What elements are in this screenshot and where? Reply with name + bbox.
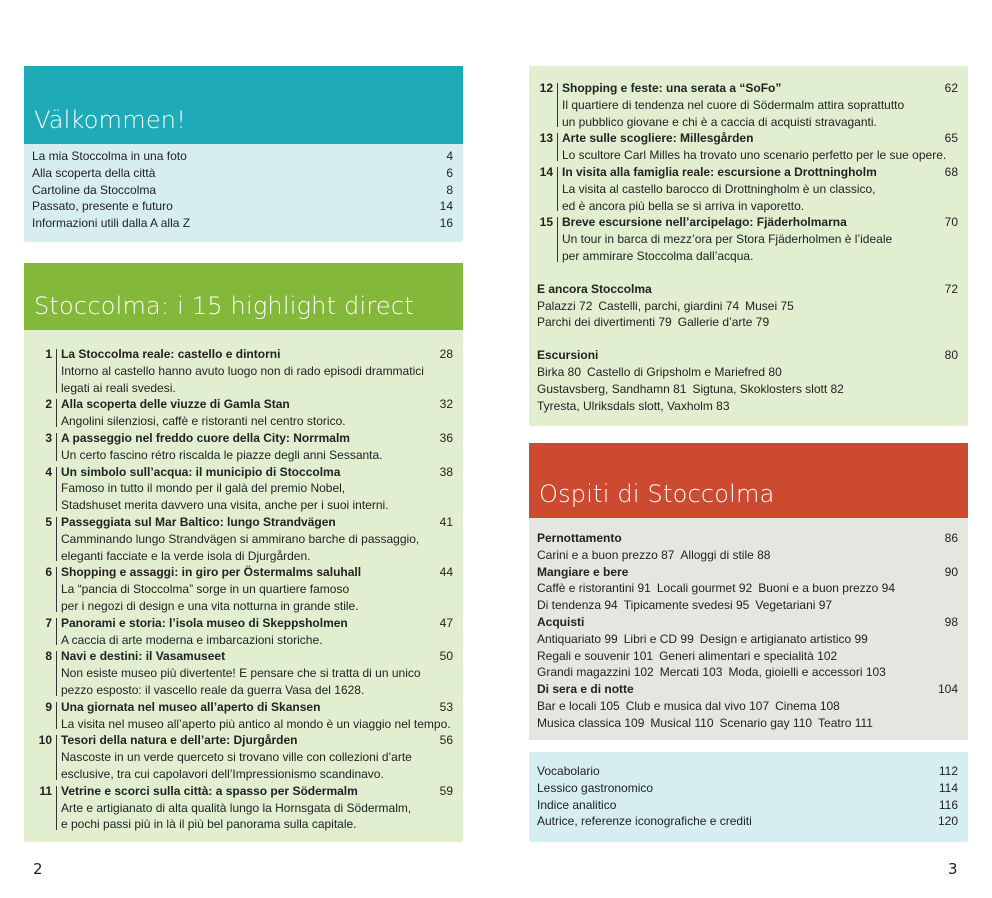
- guests-item: Musical 110: [650, 715, 714, 730]
- guests-item: Grandi magazzini 102: [537, 665, 654, 680]
- guests-line: [537, 648, 968, 665]
- highlight-rule: [56, 467, 57, 511]
- guests-section-page: 86: [944, 531, 958, 545]
- guests-item: Caffè e ristorantini 91: [537, 581, 651, 596]
- highlight-title: Passeggiata sul Mar Baltico: lungo Strandvägen: [61, 514, 336, 529]
- excursions-line: [537, 364, 968, 381]
- guests-line: [537, 580, 968, 597]
- guests-item: Design e artigianato artistico 99: [699, 631, 868, 646]
- highlight-rule: [56, 433, 57, 461]
- appendix-row: [537, 797, 968, 814]
- highlight-number: 13: [539, 131, 553, 146]
- highlight-entry: [537, 130, 968, 164]
- highlight-number: 12: [539, 81, 553, 95]
- highlight-entry: [537, 214, 968, 264]
- highlight-entry: [36, 783, 463, 833]
- guests-section-title: Mangiare e bere: [537, 564, 629, 579]
- guests-item: Buoni e a buon prezzo 94: [758, 581, 896, 596]
- highlight-entry: [36, 648, 463, 698]
- highlight-rule: [56, 349, 57, 393]
- highlight-description: esclusive, tra cui capolavori dell’Impressionismo scandinavo.: [61, 766, 384, 781]
- highlight-number: 2: [45, 397, 52, 412]
- highlight-rule: [56, 702, 57, 730]
- more-item: Parchi dei divertimenti 79: [537, 315, 672, 330]
- highlight-rule: [557, 133, 558, 161]
- appendix-page: 116: [938, 797, 958, 812]
- highlight-description: La visita nel museo all’aperto più antico al mondo è un viaggio nel tempo.: [61, 716, 451, 731]
- appendix-label: Lessico gastronomico: [537, 780, 654, 795]
- highlight-page: 65: [944, 131, 958, 146]
- highlight-description: e pochi passi più in là il più bel panorama sulla capitale.: [61, 817, 357, 832]
- highlight-entry: [36, 346, 463, 396]
- highlight-page: 50: [439, 649, 453, 664]
- guests-item: Regali e souvenir 101: [537, 648, 654, 663]
- highlight-description: legati ai reali svedesi.: [61, 380, 176, 395]
- highlight-entry: [36, 464, 463, 514]
- highlight-description: per i negozi di design e una vita notturna in grande stile.: [61, 598, 359, 613]
- appendix-label: Indice analitico: [537, 797, 617, 812]
- more-title: E ancora Stoccolma: [537, 281, 652, 296]
- guests-section: [537, 614, 968, 681]
- appendix-row: [537, 813, 968, 830]
- highlight-title: In visita alla famiglia reale: escursione a Drottningholm: [562, 164, 877, 179]
- appendix-page: 114: [938, 780, 958, 795]
- highlight-page: 44: [439, 565, 453, 580]
- appendix-page: 112: [938, 764, 958, 778]
- highlight-number: 1: [45, 347, 52, 361]
- highlight-number: 4: [45, 464, 52, 479]
- welcome-row: [32, 182, 463, 199]
- guests-section: [537, 564, 968, 614]
- highlight-number: 9: [45, 699, 52, 714]
- welcome-row: [32, 198, 463, 215]
- highlight-description: Un certo fascino rétro riscalda le piazze degli anni Sessanta.: [61, 447, 383, 462]
- guests-line: [537, 631, 968, 648]
- guests-header: [529, 443, 968, 518]
- welcome-row: [32, 148, 463, 165]
- highlight-page: 28: [439, 347, 453, 361]
- highlights-list-right: [529, 66, 968, 426]
- highlight-entry: [36, 396, 463, 430]
- highlight-entry: [36, 564, 463, 614]
- highlight-rule: [56, 399, 57, 427]
- highlight-description: La visita al castello barocco di Drottningholm è un classico,: [562, 181, 876, 196]
- guests-item: Libri e CD 99: [623, 631, 694, 646]
- highlight-title: Alla scoperta delle viuzze di Gamla Stan: [61, 397, 290, 412]
- highlight-entry: [36, 699, 463, 733]
- highlight-page: 38: [439, 464, 453, 479]
- highlight-number: 5: [45, 514, 52, 529]
- highlight-description: A caccia di arte moderna e imbarcazioni storiche.: [61, 632, 323, 647]
- highlight-number: 7: [45, 615, 52, 630]
- guests-item: Bar e locali 105: [537, 698, 620, 713]
- guests-item: Moda, gioielli e accessori 103: [728, 665, 886, 680]
- excursions-title: Escursioni: [537, 348, 599, 363]
- highlight-rule: [56, 786, 57, 830]
- guests-section-title: Pernottamento: [537, 531, 622, 545]
- excursions-page: 80: [944, 348, 958, 363]
- highlight-entry: [36, 430, 463, 464]
- appendix-label: Autrice, referenze iconografiche e crediti: [537, 814, 752, 829]
- excursions-item: Castello di Gripsholm e Mariefred 80: [587, 364, 782, 379]
- guests-item: Generi alimentari e specialità 102: [659, 648, 838, 663]
- highlight-number: 11: [39, 783, 52, 798]
- guests-section-page: 104: [937, 682, 958, 697]
- highlight-description: Stadshuset merita davvero una visita, anche per i suoi interni.: [61, 498, 389, 513]
- welcome-label: Cartoline da Stoccolma: [32, 182, 157, 197]
- guests-title: Ospiti di Stoccolma: [539, 480, 775, 508]
- appendix-row: [537, 763, 968, 780]
- welcome-page: 8: [446, 182, 453, 197]
- highlight-page: 53: [439, 699, 453, 714]
- welcome-header: [24, 66, 463, 144]
- highlight-number: 14: [539, 164, 553, 179]
- excursions-line: [537, 398, 968, 415]
- guests-item: Carini e a buon prezzo 87: [537, 547, 675, 562]
- guests-item: Di tendenza 94: [537, 598, 618, 613]
- highlight-description: Non esiste museo più divertente! E pensare che si tratta di un unico: [61, 666, 421, 681]
- highlight-description: Lo scultore Carl Milles ha trovato uno scenario perfetto per le sue opere.: [562, 148, 947, 163]
- highlight-title: Tesori della natura e dell’arte: Djurgården: [61, 733, 298, 748]
- highlight-number: 6: [45, 565, 52, 580]
- page-number-right: 3: [948, 860, 958, 878]
- highlight-rule: [56, 567, 57, 611]
- guests-section-page: 98: [944, 614, 958, 629]
- appendix-list: [529, 752, 968, 842]
- highlights-title: Stoccolma: i 15 highlight direct: [34, 292, 414, 320]
- welcome-page: 16: [439, 216, 453, 231]
- highlight-rule: [557, 167, 558, 211]
- highlight-page: 32: [439, 397, 453, 412]
- highlights-header: [24, 263, 463, 330]
- more-item: Gallerie d’arte 79: [677, 315, 770, 330]
- highlight-entry: [36, 615, 463, 649]
- highlight-page: 41: [439, 514, 453, 529]
- guests-section: [537, 530, 968, 564]
- highlight-title: Shopping e assaggi: in giro per Östermalms saluhall: [61, 565, 362, 580]
- highlight-page: 68: [944, 164, 958, 179]
- guests-item: Cinema 108: [775, 698, 840, 713]
- more-line: [537, 298, 968, 315]
- welcome-page: 4: [446, 149, 453, 163]
- highlight-title: A passeggio nel freddo cuore della City: Norrmalm: [61, 430, 350, 445]
- guests-item: Vegetariani 97: [755, 598, 833, 613]
- guests-section-page: 90: [944, 564, 958, 579]
- highlight-page: 47: [439, 615, 453, 630]
- welcome-label: Informazioni utili dalla A alla Z: [32, 216, 191, 231]
- excursions-item: Tyresta, Ulriksdals slott, Vaxholm 83: [537, 398, 730, 413]
- appendix-page: 120: [937, 814, 958, 829]
- more-page: 72: [944, 281, 958, 296]
- highlight-rule: [557, 83, 558, 127]
- guests-line: [537, 698, 968, 715]
- excursions-line: [537, 381, 968, 398]
- highlight-entry: [36, 732, 463, 782]
- highlight-description: Nascoste in un verde querceto si trovano ville con collezioni d’arte: [61, 750, 412, 765]
- highlight-entry: [537, 80, 968, 130]
- guests-line: [537, 715, 968, 732]
- welcome-label: Passato, presente e futuro: [32, 199, 173, 214]
- highlights-list-left: [24, 330, 463, 842]
- highlight-title: La Stoccolma reale: castello e dintorni: [61, 347, 281, 361]
- highlight-description: La “pancia di Stoccolma” sorge in un quartiere famoso: [61, 582, 350, 597]
- highlight-description: Angolini silenziosi, caffè e ristoranti nel centro storico.: [61, 414, 346, 429]
- guests-section: [537, 681, 968, 731]
- highlight-title: Navi e destini: il Vasamuseet: [61, 649, 226, 664]
- highlight-description: Camminando lungo Strandvägen si ammirano barche di passaggio,: [61, 531, 420, 546]
- welcome-list: [24, 144, 463, 242]
- highlight-rule: [56, 651, 57, 695]
- guests-item: Scenario gay 110: [719, 715, 813, 730]
- highlight-title: Shopping e feste: una serata a “SoFo”: [562, 81, 782, 95]
- guests-line: [537, 597, 968, 614]
- highlight-description: Il quartiere di tendenza nel cuore di Södermalm attira soprattutto: [562, 97, 905, 112]
- highlight-number: 15: [539, 215, 553, 230]
- highlight-description: Arte e artigianato di alta qualità lungo la Hornsgata di Södermalm,: [61, 800, 412, 815]
- guests-item: Locali gourmet 92: [656, 581, 753, 596]
- highlight-title: Breve escursione nell’arcipelago: Fjäderholmarna: [562, 215, 847, 230]
- highlight-title: Una giornata nel museo all’aperto di Skansen: [61, 699, 321, 714]
- appendix-row: [537, 780, 968, 797]
- guests-line: [537, 547, 968, 564]
- guests-item: Antiquariato 99: [537, 631, 618, 646]
- more-item: Castelli, parchi, giardini 74: [598, 298, 740, 313]
- highlight-page: 70: [944, 215, 958, 230]
- highlight-rule: [557, 217, 558, 261]
- highlight-rule: [56, 735, 57, 779]
- highlight-number: 8: [45, 649, 52, 664]
- highlight-rule: [56, 517, 57, 561]
- guests-item: Teatro 111: [818, 715, 873, 730]
- highlight-number: 10: [38, 733, 52, 748]
- more-section: [537, 281, 968, 331]
- page-number-left: 2: [33, 860, 43, 878]
- excursions-item: Gustavsberg, Sandhamn 81: [537, 381, 687, 396]
- welcome-row: [32, 215, 463, 232]
- guests-line: [537, 664, 968, 681]
- welcome-label: Alla scoperta della città: [32, 165, 156, 180]
- guests-section-title: Di sera e di notte: [537, 682, 634, 697]
- highlight-title: Vetrine e scorci sulla città: a spasso per Södermalm: [61, 783, 358, 798]
- highlight-description: ed è ancora più bella se si arriva in vaporetto.: [562, 198, 805, 213]
- welcome-page: 6: [446, 165, 453, 180]
- highlight-description: Un tour in barca di mezz’ora per Stora Fjäderholmen è l’ideale: [562, 232, 893, 247]
- guests-item: Alloggi di stile 88: [680, 547, 771, 562]
- more-item: Musei 75: [745, 298, 794, 313]
- highlight-title: Panorami e storia: l’isola museo di Skeppsholmen: [61, 615, 348, 630]
- welcome-row: [32, 165, 463, 182]
- guests-item: Musica classica 109: [537, 715, 645, 730]
- highlight-description: Famoso in tutto il mondo per il galà del premio Nobel,: [61, 481, 346, 496]
- excursions-item: Birka 80: [537, 364, 582, 379]
- highlight-description: Intorno al castello hanno avuto luogo non di rado episodi drammatici: [61, 363, 424, 378]
- more-line: [537, 314, 968, 331]
- welcome-label: La mia Stoccolma in una foto: [32, 149, 187, 163]
- more-item: Palazzi 72: [537, 298, 593, 313]
- highlight-description: eleganti facciate e la verde isola di Djurgården.: [61, 548, 311, 563]
- guests-list: [529, 518, 968, 740]
- highlight-description: un pubblico giovane e chi è a caccia di acquisti stravaganti.: [562, 114, 877, 129]
- highlight-entry: [537, 164, 968, 214]
- highlight-description: pezzo esposto: il vascello reale da guerra Vasa del 1628.: [61, 682, 365, 697]
- highlight-page: 36: [439, 430, 453, 445]
- excursions-section: [537, 347, 968, 414]
- appendix-label: Vocabolario: [537, 764, 600, 778]
- highlight-page: 56: [439, 733, 453, 748]
- highlight-rule: [56, 618, 57, 646]
- highlight-page: 62: [944, 81, 958, 95]
- highlight-entry: [36, 514, 463, 564]
- guests-item: Mercati 103: [659, 665, 723, 680]
- highlight-title: Arte sulle scogliere: Millesgården: [562, 131, 754, 146]
- highlight-description: per ammirare Stoccolma dall’acqua.: [562, 248, 754, 263]
- guests-section-title: Acquisti: [537, 614, 585, 629]
- highlight-page: 59: [439, 783, 453, 798]
- welcome-page: 14: [439, 199, 453, 214]
- highlight-number: 3: [45, 430, 52, 445]
- highlight-title: Un simbolo sull’acqua: il municipio di Stoccolma: [61, 464, 341, 479]
- excursions-item: Sigtuna, Skoklosters slott 82: [692, 381, 844, 396]
- guests-item: Tipicamente svedesi 95: [623, 598, 750, 613]
- welcome-title: Välkommen!: [34, 106, 187, 134]
- guests-item: Club e musica dal vivo 107: [625, 698, 770, 713]
